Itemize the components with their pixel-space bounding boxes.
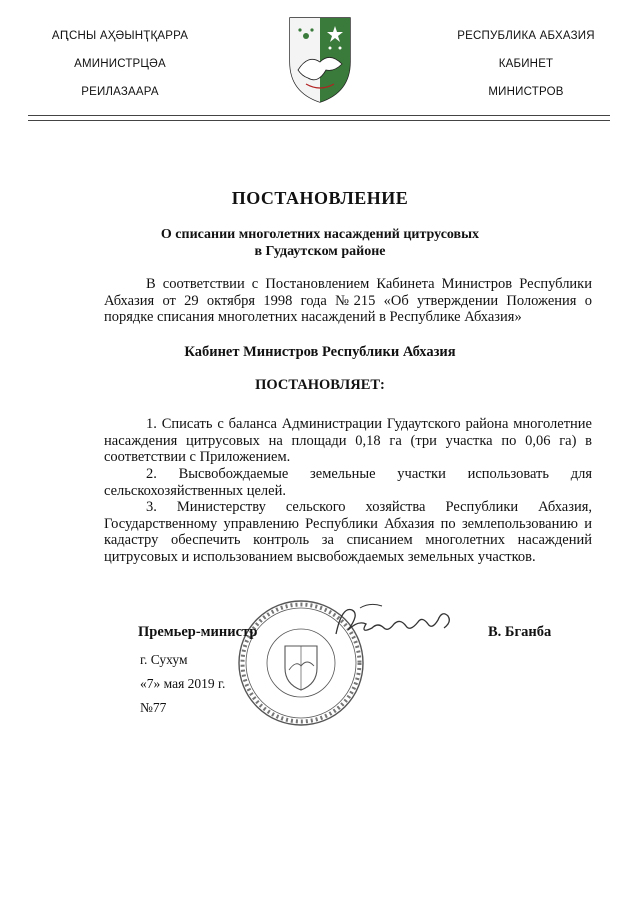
resolution-item-1: 1. Списать с баланса Администрации Гудаутского района многолетние насаждения цитрусовых на площади 0,18 га (три участка по 0,06 га) в соответствии с Приложением.	[104, 416, 592, 465]
subtitle-line-2: в Гудаутском районе	[254, 244, 386, 259]
header-left-block	[20, 26, 220, 110]
signatory-position: Премьер-министр	[138, 624, 258, 640]
header-right-line-2: КАБИНЕТ	[498, 58, 554, 70]
header-right-line-1: РЕСПУБЛИКА АБХАЗИЯ	[457, 30, 595, 42]
preamble-paragraph: В соответствии с Постановлением Кабинета Министров Республики Абхазия от 29 октября 1998 года №215 «Об утверждении Положения о порядке списания многолетних насаждений в Республике Абхазия»	[104, 276, 592, 325]
header-left-line-2: АМИНИСТРЦӘА	[74, 58, 166, 70]
header-divider-top	[28, 115, 610, 116]
coat-of-arms-emblem	[286, 14, 354, 104]
header-left-line-3: РЕИЛАЗААРА	[81, 86, 159, 98]
document-city: г. Сухум	[140, 652, 188, 667]
resolution-item-3: 3. Министерству сельского хозяйства Республики Абхазия, Государственному управлению Республики Абхазия по землепользованию и кадастру обеспечить контроль за списанием многолетних насаждений цитрусовых и использованием высвобождаемых земельных участков.	[104, 499, 592, 565]
handwritten-signature	[330, 600, 460, 646]
resolves-heading: ПОСТАНОВЛЯЕТ:	[255, 377, 385, 393]
document-number: №77	[140, 700, 167, 715]
document-title: ПОСТАНОВЛЕНИЕ	[231, 188, 409, 208]
subtitle-line-1: О списании многолетних насаждений цитрусовых	[160, 227, 480, 242]
signatory-name: В. Бганба	[488, 624, 552, 640]
issuer-heading: Кабинет Министров Республики Абхазия	[184, 344, 456, 360]
header-right-block	[426, 26, 626, 110]
header-right-line-3: МИНИСТРОВ	[488, 86, 564, 98]
resolution-item-2: 2. Высвобождаемые земельные участки использовать для сельскохозяйственных целей.	[104, 466, 592, 499]
document-date: «7» мая 2019 г.	[140, 676, 226, 691]
header-divider-bottom	[28, 120, 610, 121]
document-subtitle	[0, 226, 640, 260]
header-left-line-1: АԤСНЫ АҲӘЫНҬҚАРРА	[51, 30, 189, 42]
